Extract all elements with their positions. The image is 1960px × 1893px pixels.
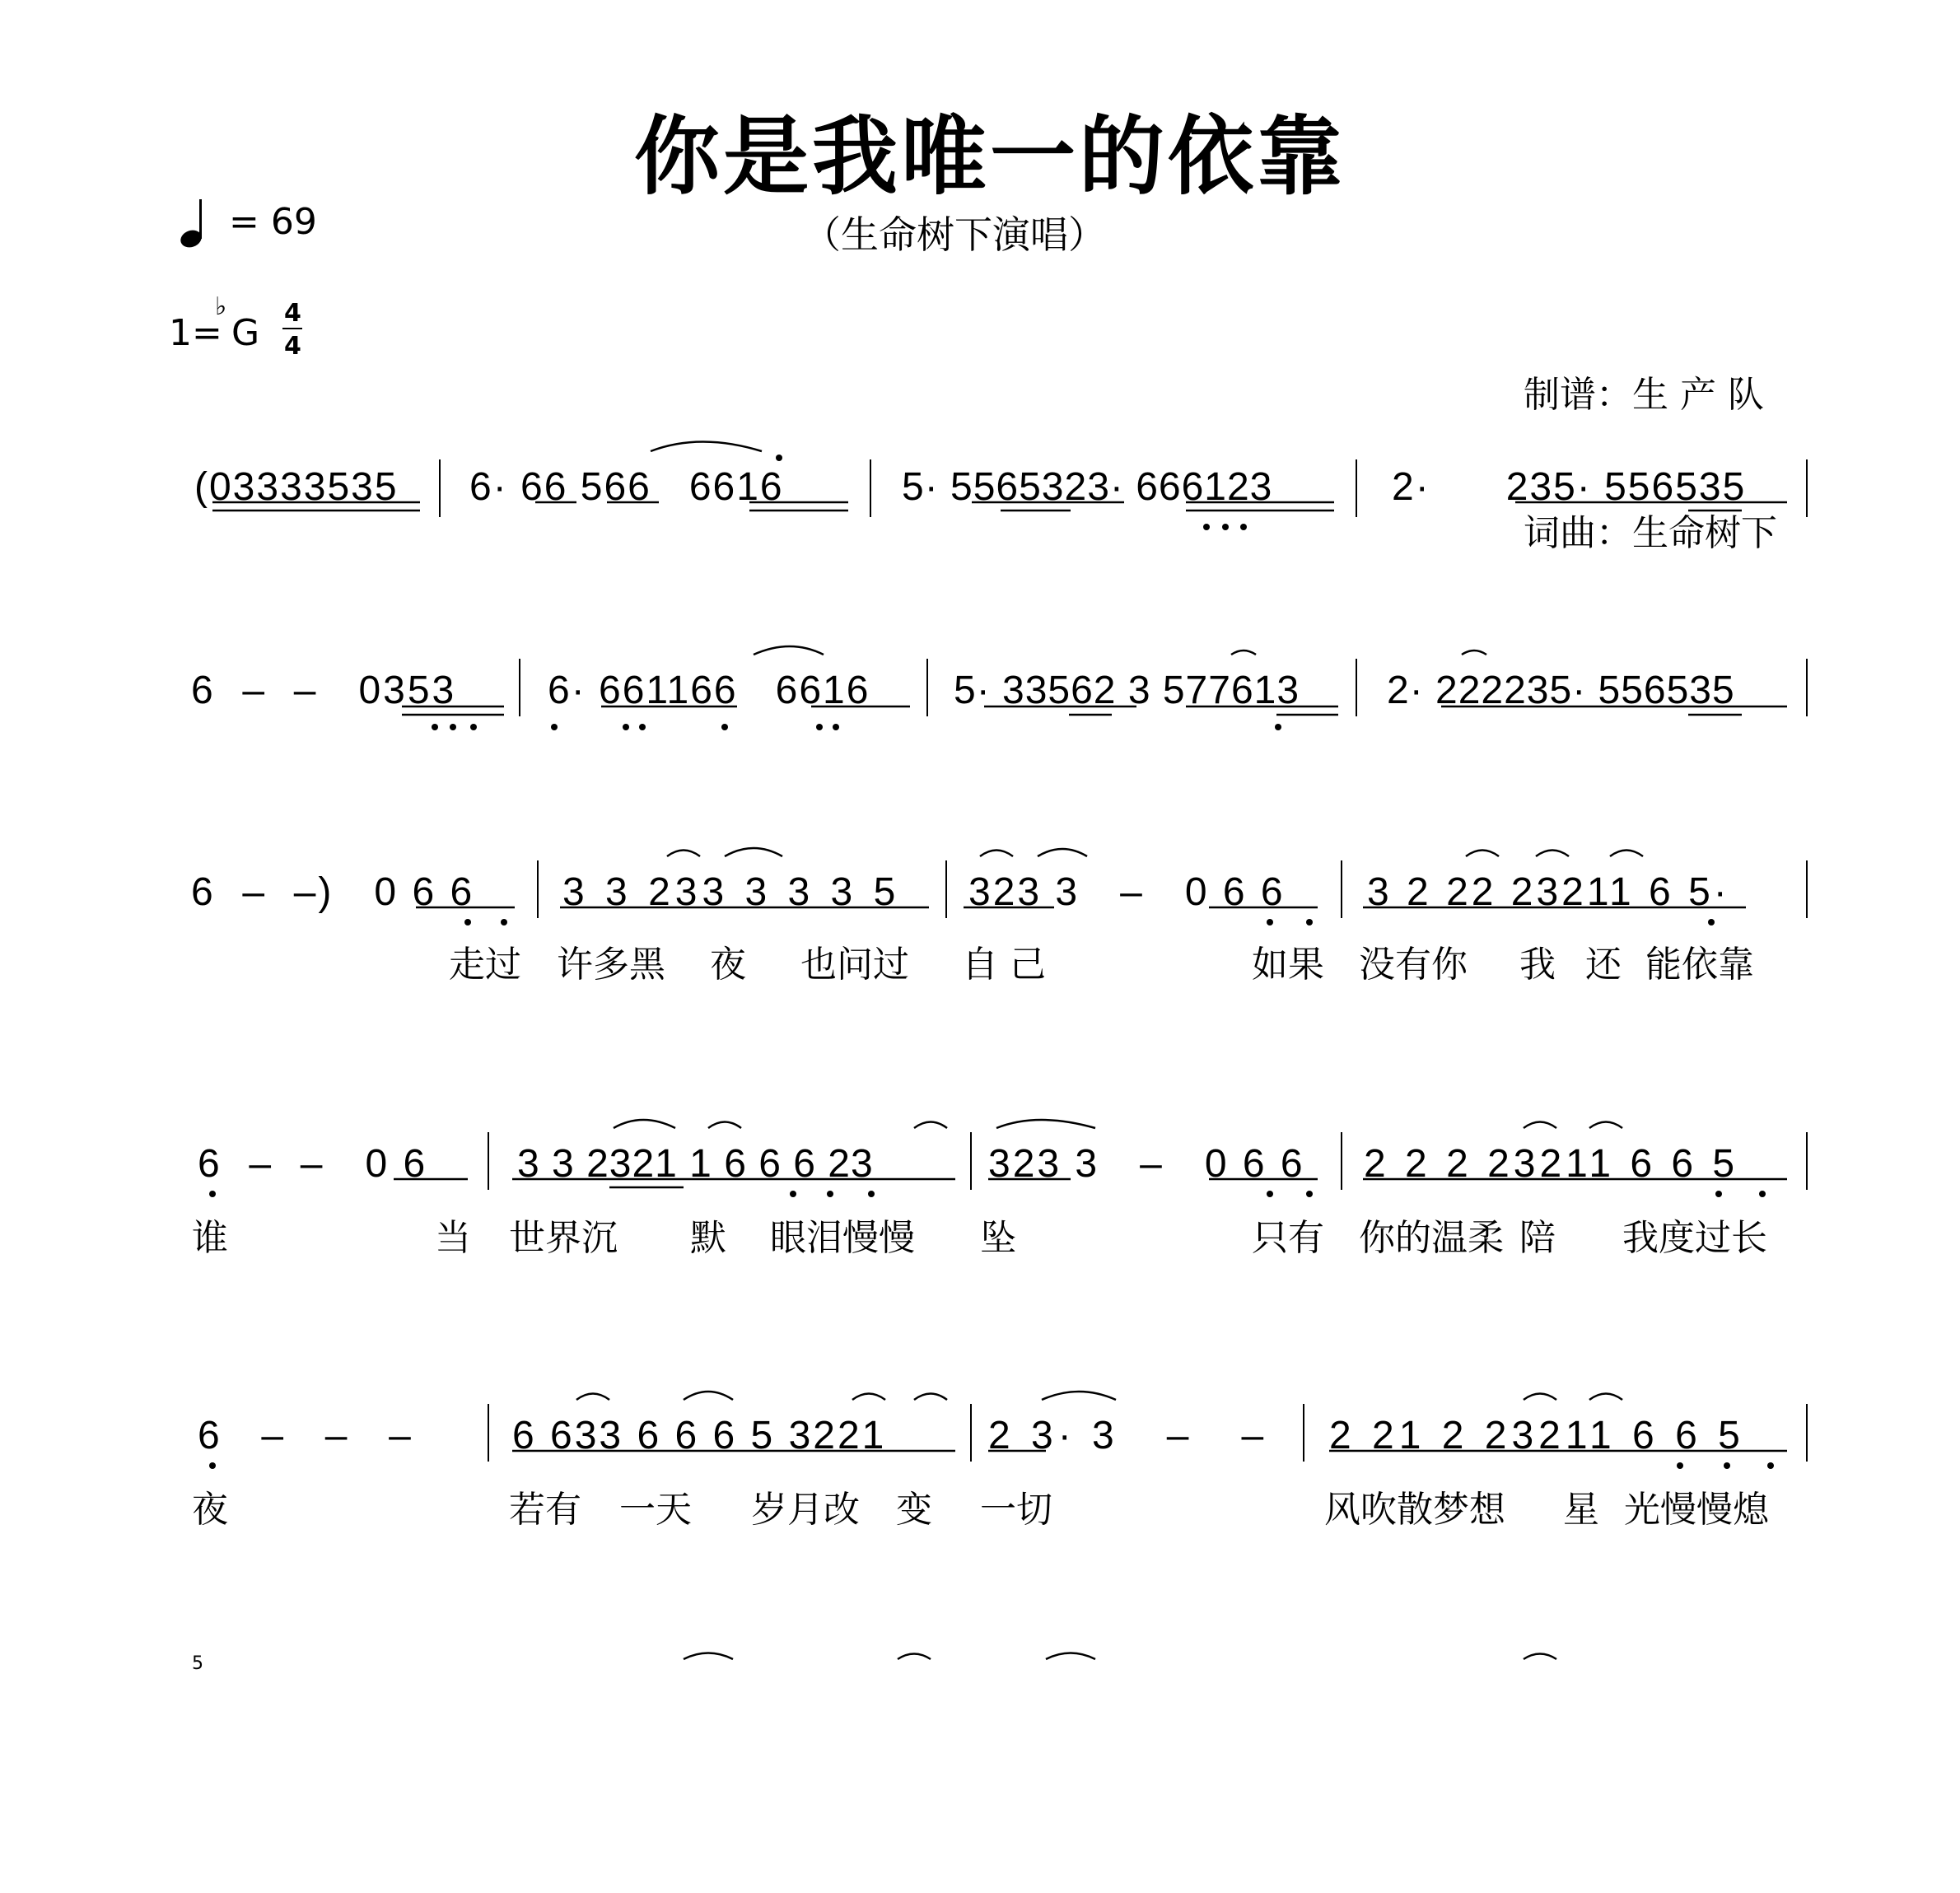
lyric: 我 bbox=[1519, 944, 1556, 986]
measure: 6 – – 0353 bbox=[191, 669, 457, 712]
measure: (03333535 bbox=[194, 465, 399, 509]
measure: 6 633 6 6 6 5 3221 bbox=[512, 1414, 887, 1457]
measure: 2 2 2 23211 6 6 5 bbox=[1364, 1142, 1739, 1186]
song-title: 你是我唯一的依靠 bbox=[634, 106, 1346, 207]
lyric: 眼泪慢慢 bbox=[770, 1217, 915, 1259]
key-prefix: 1= bbox=[169, 312, 222, 354]
words-music-credit: 词曲：生命树下 bbox=[1524, 512, 1777, 554]
song-subtitle: （生命树下演唱） bbox=[803, 212, 1106, 257]
score-by-credit: 制谱：生 产 队 bbox=[1524, 374, 1764, 416]
lyric: 当 bbox=[435, 1217, 471, 1259]
lyric: 自 己 bbox=[962, 944, 1046, 986]
measure: 323 3 – 0 6 6 bbox=[988, 1142, 1305, 1186]
measure: 6 – –) 0 6 6 bbox=[191, 870, 475, 914]
lyric: 星 bbox=[1563, 1489, 1599, 1531]
lyric: 没有你 bbox=[1359, 944, 1468, 986]
time-signature-bottom: 4 bbox=[284, 332, 301, 361]
lyric: 一切 bbox=[980, 1489, 1052, 1531]
measure: 2 3· 3 – – bbox=[988, 1414, 1269, 1457]
measure: 2 21 2 23211 6 6 5 bbox=[1329, 1414, 1745, 1457]
lyric: 夜 bbox=[192, 1489, 228, 1531]
lyric: 还 bbox=[1585, 944, 1622, 986]
lyric: 一天 bbox=[619, 1489, 692, 1531]
lyric: 许多黑 bbox=[557, 944, 665, 986]
lyric: 风吹散梦想 bbox=[1324, 1489, 1505, 1531]
page-number: 5 bbox=[192, 1653, 203, 1674]
lyric: 我度过长 bbox=[1622, 1217, 1767, 1259]
lyric: 坠 bbox=[980, 1217, 1016, 1259]
lyric: 谁 bbox=[192, 1217, 228, 1259]
lyric: 变 bbox=[896, 1489, 932, 1531]
flat-icon: ♭ bbox=[215, 292, 227, 321]
lyric: 世界沉 bbox=[509, 1217, 618, 1259]
measure: 323 3 – 0 6 6 bbox=[968, 870, 1286, 914]
lyric: 你的温柔 bbox=[1359, 1217, 1504, 1259]
lyric: 陪 bbox=[1519, 1217, 1556, 1259]
measure: 5· 5565323· 666123 bbox=[902, 465, 1273, 509]
lyric: 岁月改 bbox=[751, 1489, 860, 1531]
measure: 6 – – – bbox=[198, 1414, 418, 1457]
lyric: 也问过 bbox=[800, 944, 909, 986]
lyric: 如果 bbox=[1252, 944, 1324, 986]
measure: 6· 661166 6616 bbox=[548, 669, 870, 712]
measure: 6 – – 0 6 bbox=[198, 1142, 428, 1186]
measure: 2· 222235· 556535 bbox=[1387, 669, 1735, 712]
lyric: 只有 bbox=[1252, 1217, 1324, 1259]
tempo-value: = 69 bbox=[229, 201, 317, 243]
key-note: G bbox=[231, 312, 260, 354]
lyric: 夜 bbox=[710, 944, 746, 986]
measure: 3 3 2321 1 6 6 6 23 bbox=[517, 1142, 874, 1186]
lyric: 默 bbox=[690, 1217, 726, 1259]
measure: 2· 235· 556535 bbox=[1392, 465, 1747, 509]
lyric: 能依靠 bbox=[1645, 944, 1754, 986]
measure: 6· 66 566 6616 bbox=[469, 465, 784, 509]
time-signature-top: 4 bbox=[284, 299, 301, 328]
lyric: 光慢慢熄 bbox=[1624, 1489, 1769, 1531]
measure: 5· 33562 3 577613 bbox=[954, 669, 1300, 712]
lyric: 若有 bbox=[509, 1489, 581, 1531]
measure: 3 3 233 3 3 3 5 bbox=[562, 870, 901, 914]
measure: 3 2 22 23211 6 5· bbox=[1367, 870, 1730, 914]
lyric: 走过 bbox=[449, 944, 521, 986]
